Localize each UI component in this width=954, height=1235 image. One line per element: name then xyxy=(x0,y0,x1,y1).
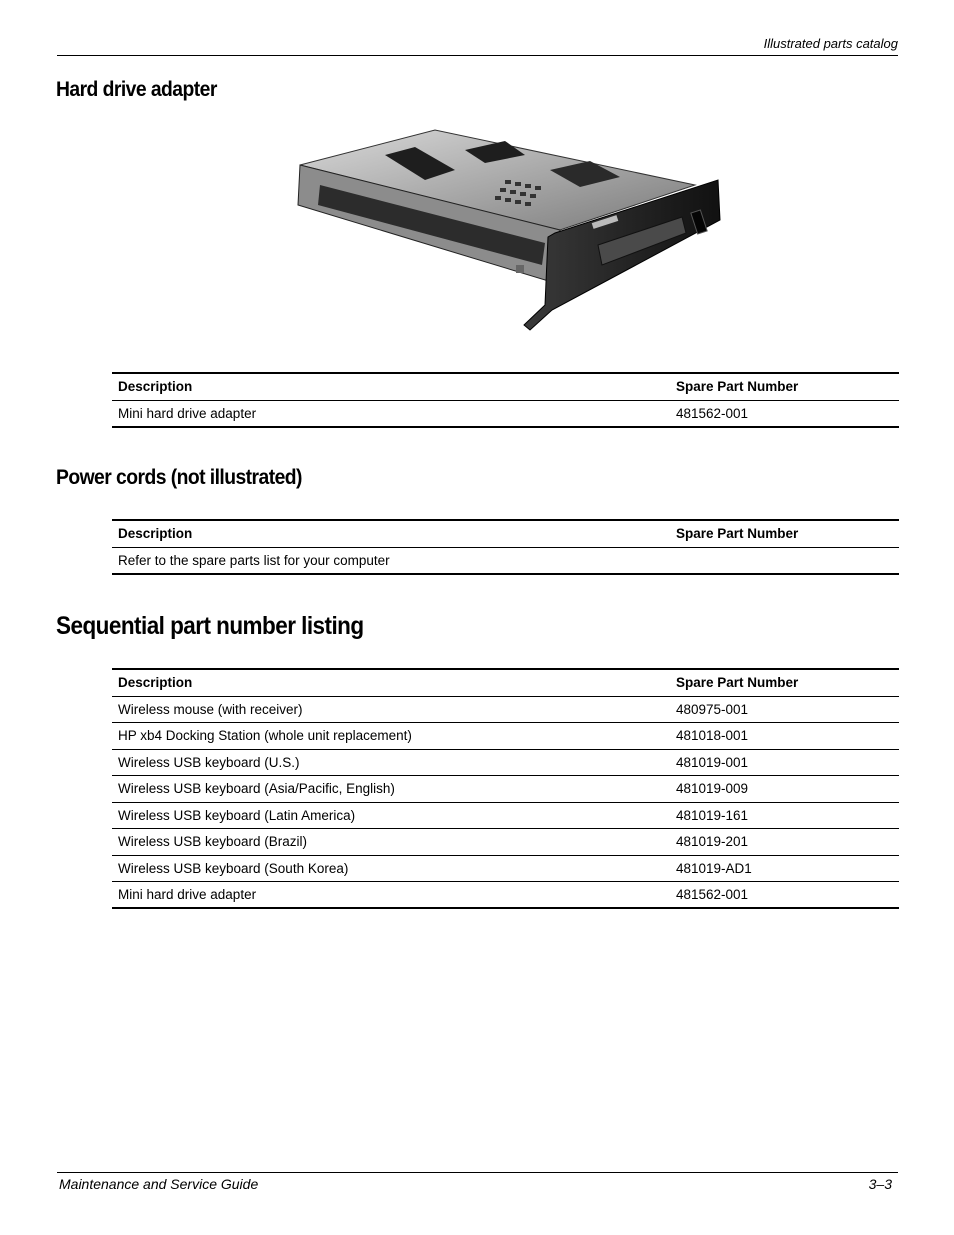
table-row xyxy=(112,547,899,574)
running-header-title: Illustrated parts catalog xyxy=(763,36,898,51)
row-part-number: 481019-009 xyxy=(670,776,899,803)
table-row xyxy=(112,829,899,856)
power-cords-heading: Power cords (not illustrated) xyxy=(56,466,302,489)
table-row xyxy=(112,749,899,776)
row-part-number: 481019-201 xyxy=(670,829,899,856)
row-description: Mini hard drive adapter xyxy=(112,882,670,909)
row-description: Wireless USB keyboard (Brazil) xyxy=(112,829,670,856)
row-description: Wireless USB keyboard (Asia/Pacific, English) xyxy=(112,776,670,803)
row-part-number: 480975-001 xyxy=(670,696,899,723)
row-part-number: 481019-001 xyxy=(670,749,899,776)
table-row xyxy=(112,882,899,909)
row-description: Wireless USB keyboard (Latin America) xyxy=(112,802,670,829)
table-row xyxy=(112,855,899,882)
column-header-spare-part-number: Spare Part Number xyxy=(670,373,899,400)
row-part-number: 481019-AD1 xyxy=(670,855,899,882)
row-part-number: 481019-161 xyxy=(670,802,899,829)
column-header-spare-part-number: Spare Part Number xyxy=(670,669,899,696)
row-description: Wireless USB keyboard (South Korea) xyxy=(112,855,670,882)
hard-drive-adapter-heading: Hard drive adapter xyxy=(56,78,217,101)
running-footer xyxy=(57,1172,898,1193)
row-description: HP xb4 Docking Station (whole unit replacement) xyxy=(112,723,670,750)
sequential-listing-heading: Sequential part number listing xyxy=(56,612,364,640)
hard-drive-adapter-image xyxy=(290,125,722,337)
row-part-number: 481562-001 xyxy=(670,882,899,909)
table-row xyxy=(112,696,899,723)
column-header-description: Description xyxy=(112,520,670,547)
footer-page-number: 3–3 xyxy=(868,1176,892,1192)
running-header xyxy=(57,34,898,56)
table-header-row xyxy=(112,669,899,696)
row-part-number xyxy=(670,547,899,574)
hard-drive-adapter-table xyxy=(112,372,899,428)
sequential-listing-table xyxy=(112,668,899,909)
footer-guide-title: Maintenance and Service Guide xyxy=(59,1176,259,1192)
power-cords-table xyxy=(112,519,899,575)
table-header-row xyxy=(112,520,899,547)
column-header-spare-part-number: Spare Part Number xyxy=(670,520,899,547)
row-description: Wireless mouse (with receiver) xyxy=(112,696,670,723)
row-description: Mini hard drive adapter xyxy=(112,400,670,427)
column-header-description: Description xyxy=(112,669,670,696)
row-part-number: 481562-001 xyxy=(670,400,899,427)
column-header-description: Description xyxy=(112,373,670,400)
row-part-number: 481018-001 xyxy=(670,723,899,750)
table-row xyxy=(112,400,899,427)
table-header-row xyxy=(112,373,899,400)
row-description: Refer to the spare parts list for your computer xyxy=(112,547,670,574)
table-row xyxy=(112,723,899,750)
table-row xyxy=(112,776,899,803)
table-row xyxy=(112,802,899,829)
row-description: Wireless USB keyboard (U.S.) xyxy=(112,749,670,776)
